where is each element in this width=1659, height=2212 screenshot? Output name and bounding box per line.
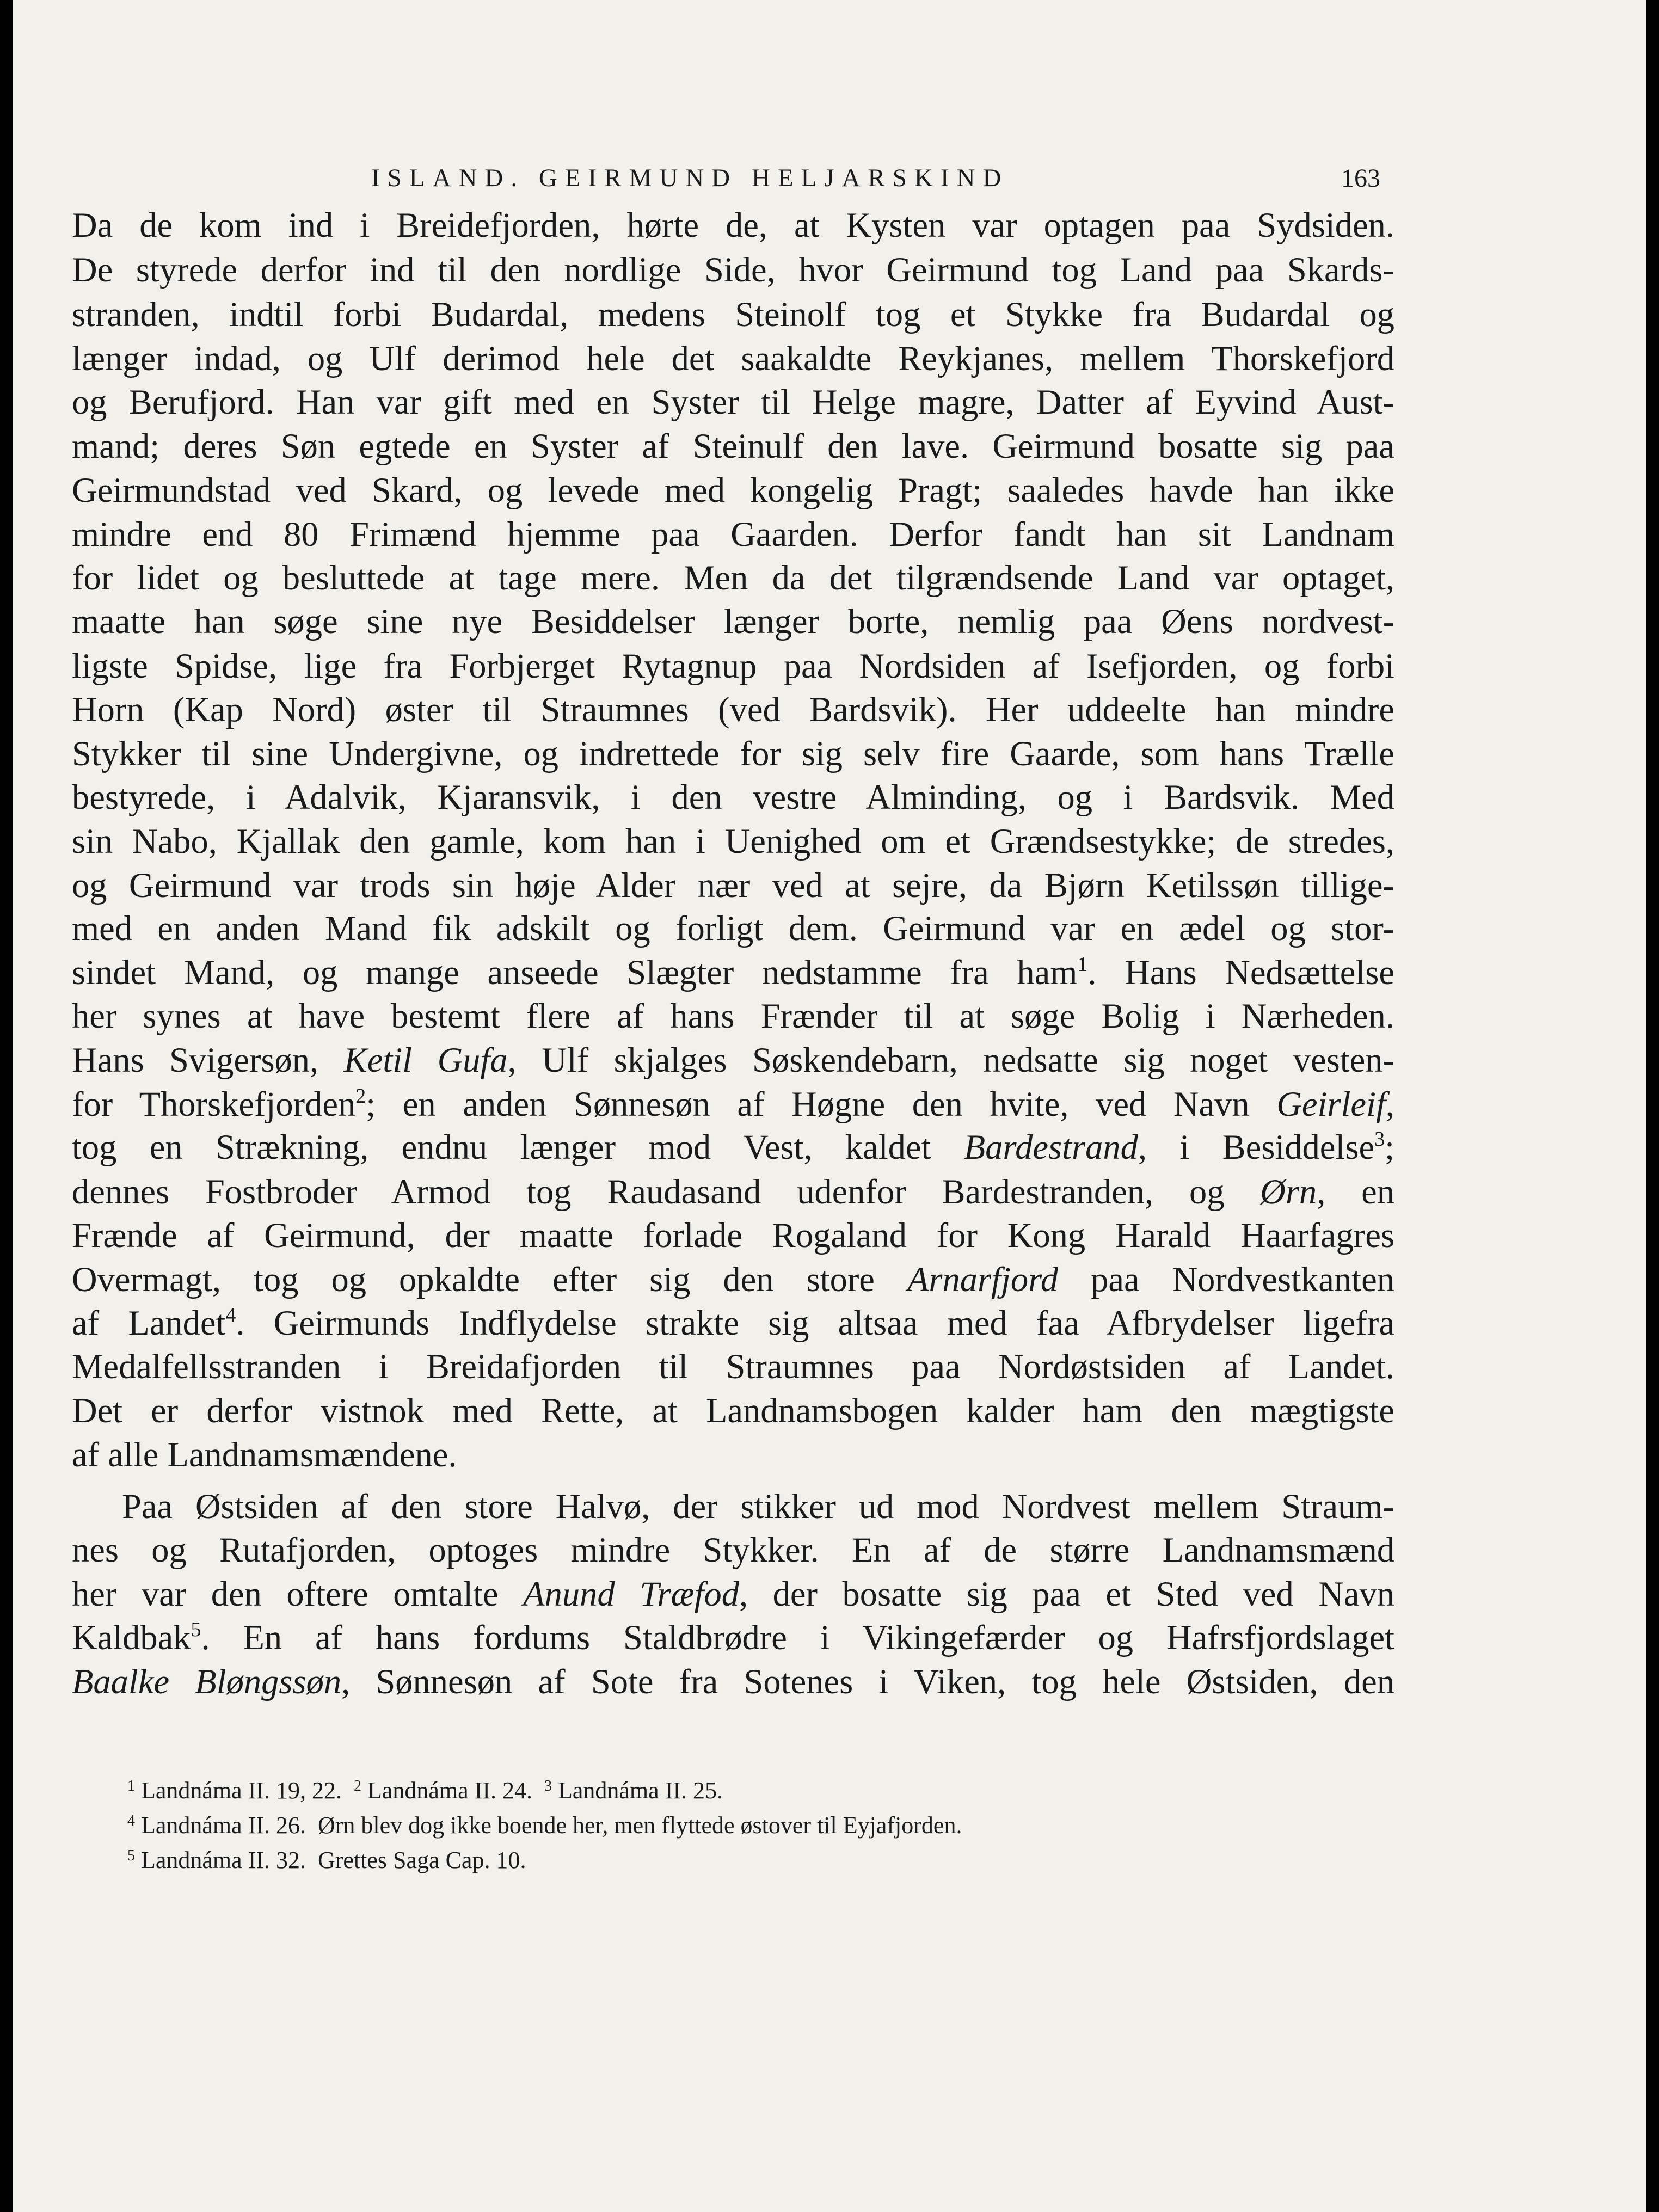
- text-segment: Horn (Kap Nord) øster til Straumnes (ved Bardsvik). Her uddeelte han mindre: [72, 690, 1394, 729]
- text-line: [72, 776, 1394, 819]
- text-segment: , en: [1317, 1172, 1394, 1211]
- text-segment: stranden, indtil forbi Budardal, medens Steinolf tog et Stykke fra Budardal og: [72, 295, 1394, 334]
- text-segment: nes og Rutafjorden, optoges mindre Stykker. En af de større Landnamsmænd: [72, 1531, 1394, 1569]
- text-segment: , i Besiddelse: [1138, 1128, 1375, 1166]
- italic-name: Baalke Bløngssøn: [72, 1662, 342, 1701]
- footnote-ref: 2: [354, 1778, 361, 1795]
- text-line: [72, 1660, 1394, 1704]
- text-line: [72, 951, 1394, 994]
- footnote-ref: 4: [225, 1304, 236, 1326]
- text-segment: og Geirmund var trods sin høje Alder nær ved at sejre, da Bjørn Ketilssøn tillige-: [72, 866, 1394, 905]
- text-segment: ligste Spidse, lige fra Forbjerget Rytagnup paa Nordsiden af Isefjorden, og forbi: [72, 647, 1394, 685]
- text-line: [72, 513, 1394, 556]
- text-line: [72, 1616, 1394, 1660]
- italic-name: Geirleif: [1276, 1085, 1386, 1123]
- text-segment: mand; deres Søn egtede en Syster af Steinulf den lave. Geirmund bosatte sig paa: [72, 427, 1394, 465]
- book-page: [13, 0, 1646, 2212]
- page-number: 163: [1341, 164, 1380, 193]
- text-line: [72, 1528, 1394, 1572]
- footnote: [127, 1844, 526, 1877]
- text-segment: , der bosatte sig paa et Sted ved Navn: [739, 1575, 1394, 1613]
- text-segment: maatte han søge sine nye Besiddelser længer borte, nemlig paa Øens nordvest-: [72, 602, 1394, 641]
- text-segment: , Ulf skjalges Søskendebarn, nedsatte sig noget vesten-: [507, 1041, 1395, 1079]
- text-segment: med en anden Mand fik adskilt og forligt dem. Geirmund var en ædel og stor-: [72, 909, 1394, 948]
- text-segment: Stykker til sine Undergivne, og indrettede for sig selv fire Gaarde, som hans Trælle: [72, 734, 1394, 773]
- running-title: ISLAND. GEIRMUND HELJARSKIND: [371, 164, 1009, 192]
- text-segment: sin Nabo, Kjallak den gamle, kom han i Uenighed om et Grændsestykke; de stredes,: [72, 822, 1394, 861]
- italic-name: Ørn: [1260, 1172, 1317, 1211]
- text-segment: Landnáma II. 32. Grettes Saga Cap. 10.: [135, 1847, 526, 1873]
- footnote-ref: 1: [1077, 953, 1088, 976]
- text-line: [72, 907, 1394, 950]
- text-line: [72, 1345, 1394, 1388]
- text-line: [72, 248, 1394, 292]
- text-segment: . Hans Nedsættelse: [1087, 953, 1394, 992]
- text-segment: og Berufjord. Han var gift med en Syster til Helge magre, Datter af Eyvind Aust-: [72, 383, 1394, 421]
- text-segment: Landnáma II. 26. Ørn blev dog ikke boende her, men flyttede østover til Eyjafjorden.: [135, 1812, 962, 1839]
- text-segment: Landnáma II. 19, 22.: [135, 1777, 354, 1804]
- text-segment: for Thorskefjorden: [72, 1085, 356, 1123]
- text-line: [72, 1083, 1394, 1126]
- text-line: [72, 820, 1394, 863]
- text-segment: Landnáma II. 25.: [552, 1777, 723, 1804]
- text-line: [72, 1039, 1394, 1082]
- text-line: [72, 293, 1394, 336]
- footnote: [127, 1809, 962, 1842]
- text-segment: dennes Fostbroder Armod tog Raudasand udenfor Bardestranden, og: [72, 1172, 1261, 1211]
- text-segment: tog en Strækning, endnu længer mod Vest, kaldet: [72, 1128, 964, 1166]
- text-segment: sindet Mand, og mange anseede Slægter nedstamme fra ham: [72, 953, 1078, 992]
- footnote-ref: 5: [191, 1618, 201, 1641]
- text-segment: Medalfellsstranden i Breidafjorden til Straumnes paa Nordøstsiden af Landet.: [72, 1347, 1394, 1386]
- italic-name: Bardestrand: [963, 1128, 1138, 1166]
- text-line: [72, 425, 1394, 468]
- text-segment: , Sønnesøn af Sote fra Sotenes i Viken, tog hele Østsiden, den: [341, 1662, 1394, 1701]
- text-segment: mindre end 80 Frimænd hjemme paa Gaarden. Derfor fandt han sit Landnam: [72, 515, 1394, 554]
- text-segment: De styrede derfor ind til den nordlige Side, hvor Geirmund tog Land paa Skards-: [72, 250, 1394, 289]
- text-line: [72, 600, 1394, 643]
- footnote: [127, 1774, 723, 1807]
- text-segment: Landnáma II. 24.: [361, 1777, 544, 1804]
- footnote-ref: 5: [127, 1847, 135, 1864]
- text-line: [122, 1485, 1394, 1528]
- text-segment: Det er derfor vistnok med Rette, at Landnamsbogen kalder ham den mægtigste: [72, 1391, 1394, 1430]
- text-segment: Paa Østsiden af den store Halvø, der stikker ud mod Nordvest mellem Straum-: [122, 1487, 1394, 1526]
- text-line: [72, 1301, 1394, 1345]
- text-line: [72, 994, 1394, 1038]
- text-line: [72, 1433, 1394, 1477]
- text-line: [72, 1389, 1394, 1433]
- text-segment: . Geirmunds Indflydelse strakte sig altsaa med faa Afbrydelser ligefra: [236, 1304, 1394, 1342]
- text-line: [72, 1170, 1394, 1214]
- footnote-ref: 4: [127, 1812, 135, 1829]
- text-segment: af alle Landnamsmændene.: [72, 1435, 457, 1474]
- text-segment: Frænde af Geirmund, der maatte forlade Rogaland for Kong Harald Haarfagres: [72, 1216, 1394, 1255]
- text-line: [72, 204, 1394, 247]
- text-segment: for lidet og besluttede at tage mere. Men da det tilgrændsende Land var optaget,: [72, 558, 1394, 597]
- footnote-ref: 3: [1374, 1128, 1385, 1151]
- text-segment: Da de kom ind i Breidefjorden, hørte de, at Kysten var optagen paa Sydsiden.: [72, 206, 1394, 244]
- italic-name: Arnarfjord: [907, 1260, 1059, 1299]
- text-line: [72, 864, 1394, 907]
- text-line: [72, 469, 1394, 512]
- text-line: [72, 688, 1394, 732]
- italic-name: Anund Træfod: [523, 1575, 739, 1613]
- text-segment: Geirmundstad ved Skard, og levede med kongelig Pragt; saaledes havde han ikke: [72, 471, 1394, 509]
- italic-name: Ketil Gufa: [343, 1041, 508, 1079]
- text-segment: paa Nordvestkanten: [1058, 1260, 1394, 1299]
- text-segment: her var den oftere omtalte: [72, 1575, 524, 1613]
- text-line: [72, 556, 1394, 600]
- text-line: [72, 380, 1394, 424]
- footnote-ref: 1: [127, 1778, 135, 1795]
- text-segment: . En af hans fordums Staldbrødre i Vikingefærder og Hafrsfjordslaget: [201, 1618, 1394, 1657]
- text-line: [72, 1258, 1394, 1301]
- text-segment: ; en anden Sønnesøn af Høgne den hvite, ved Navn: [366, 1085, 1277, 1123]
- text-segment: Hans Svigersøn,: [72, 1041, 344, 1079]
- footnote-ref: 3: [544, 1778, 552, 1795]
- text-line: [72, 644, 1394, 688]
- text-line: [72, 337, 1394, 380]
- text-segment: bestyrede, i Adalvik, Kjaransvik, i den vestre Alminding, og i Bardsvik. Med: [72, 778, 1394, 816]
- text-segment: længer indad, og Ulf derimod hele det saakaldte Reykjanes, mellem Thorskefjord: [72, 339, 1394, 378]
- text-segment: Kaldbak: [72, 1618, 191, 1657]
- text-line: [72, 1126, 1394, 1169]
- text-segment: Overmagt, tog og opkaldte efter sig den store: [72, 1260, 907, 1299]
- text-segment: her synes at have bestemt flere af hans Frænder til at søge Bolig i Nærheden.: [72, 997, 1394, 1035]
- text-segment: ;: [1385, 1128, 1394, 1166]
- footnote-ref: 2: [355, 1085, 366, 1108]
- text-line: [72, 1572, 1394, 1616]
- text-segment: af Landet: [72, 1304, 226, 1342]
- text-line: [72, 1214, 1394, 1257]
- text-line: [72, 732, 1394, 776]
- text-segment: ,: [1385, 1085, 1395, 1123]
